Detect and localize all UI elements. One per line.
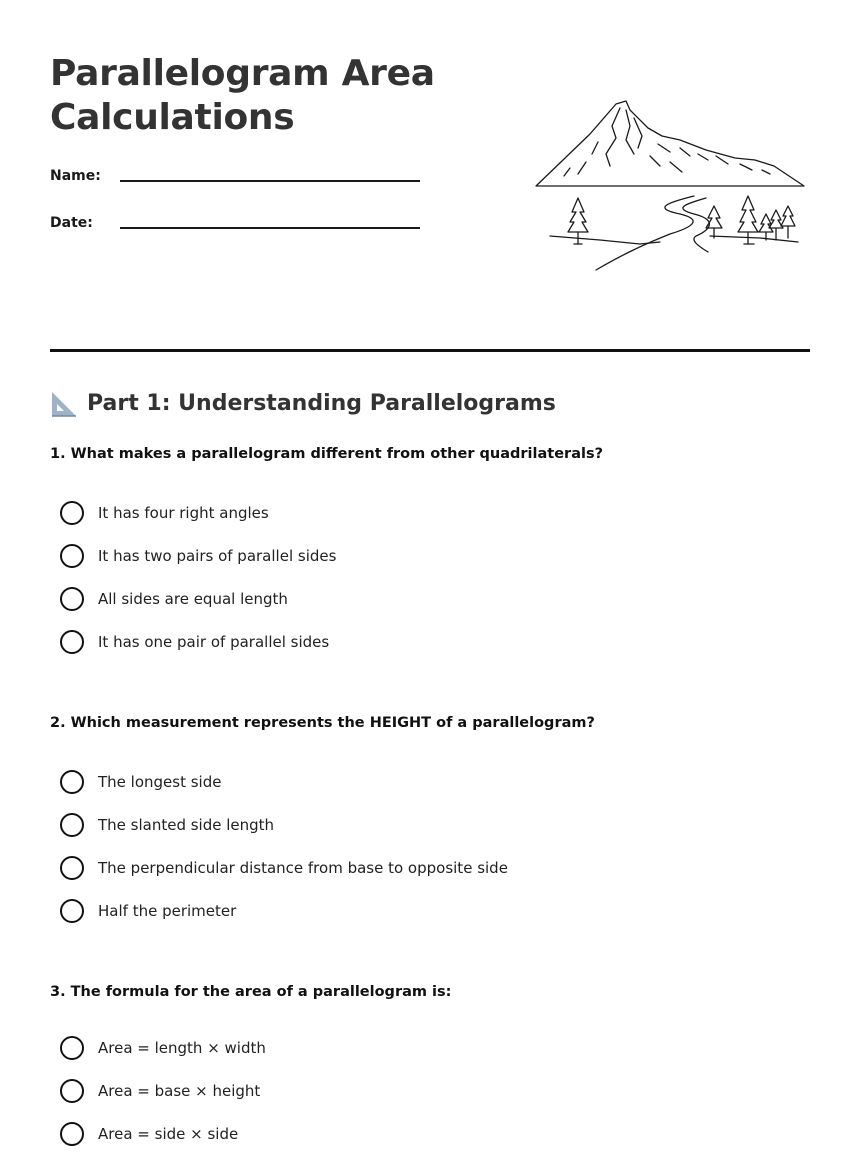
set-square-icon (50, 390, 78, 418)
option-3b[interactable] (60, 1079, 760, 1122)
option-label: Area = base × height (98, 1082, 261, 1100)
radio-button[interactable] (60, 501, 84, 525)
date-field (50, 207, 420, 237)
option-label: Half the perimeter (98, 902, 237, 920)
question-3-options (60, 1036, 760, 1165)
option-1b[interactable] (60, 544, 760, 587)
name-field (50, 160, 420, 190)
option-1a[interactable] (60, 501, 760, 544)
radio-button[interactable] (60, 770, 84, 794)
radio-button[interactable] (60, 899, 84, 923)
question-2 (50, 713, 810, 920)
option-label: Area = length × width (98, 1039, 266, 1057)
option-2c[interactable] (60, 856, 760, 899)
section-1-title: Part 1: Understanding Parallelograms (87, 391, 556, 416)
option-2d[interactable] (60, 899, 760, 942)
option-3a[interactable] (60, 1036, 760, 1079)
name-label: Name: (50, 168, 101, 184)
option-2b[interactable] (60, 813, 760, 856)
question-2-text: 2. Which measurement represents the HEIGHT of a parallelogram? (50, 715, 595, 731)
question-1 (50, 444, 810, 651)
radio-button[interactable] (60, 1079, 84, 1103)
question-1-text: 1. What makes a parallelogram different from other quadrilaterals? (50, 446, 603, 462)
option-3c[interactable] (60, 1122, 760, 1165)
question-3 (50, 982, 810, 1143)
radio-button[interactable] (60, 630, 84, 654)
option-label: Area = side × side (98, 1125, 239, 1143)
worksheet-title: Parallelogram Area Calculations (50, 53, 435, 138)
option-label: The longest side (98, 773, 222, 791)
radio-button[interactable] (60, 813, 84, 837)
option-label: The perpendicular distance from base to opposite side (98, 859, 508, 877)
option-label: All sides are equal length (98, 590, 288, 608)
date-label: Date: (50, 215, 93, 231)
date-line[interactable] (120, 227, 420, 229)
option-label: It has one pair of parallel sides (98, 633, 330, 651)
option-label: It has four right angles (98, 504, 269, 522)
option-label: It has two pairs of parallel sides (98, 547, 337, 565)
option-1c[interactable] (60, 587, 760, 630)
question-1-options (60, 501, 760, 673)
question-3-text: 3. The formula for the area of a parallelogram is: (50, 984, 452, 1000)
name-line[interactable] (120, 180, 420, 182)
radio-button[interactable] (60, 856, 84, 880)
question-2-options (60, 770, 760, 942)
radio-button[interactable] (60, 587, 84, 611)
radio-button[interactable] (60, 1122, 84, 1146)
option-label: The slanted side length (98, 816, 275, 834)
option-1d[interactable] (60, 630, 760, 673)
radio-button[interactable] (60, 1036, 84, 1060)
mountain-landscape-illustration (530, 96, 810, 276)
radio-button[interactable] (60, 544, 84, 568)
option-2a[interactable] (60, 770, 760, 813)
section-1-header (50, 388, 750, 422)
header-divider (50, 349, 810, 352)
